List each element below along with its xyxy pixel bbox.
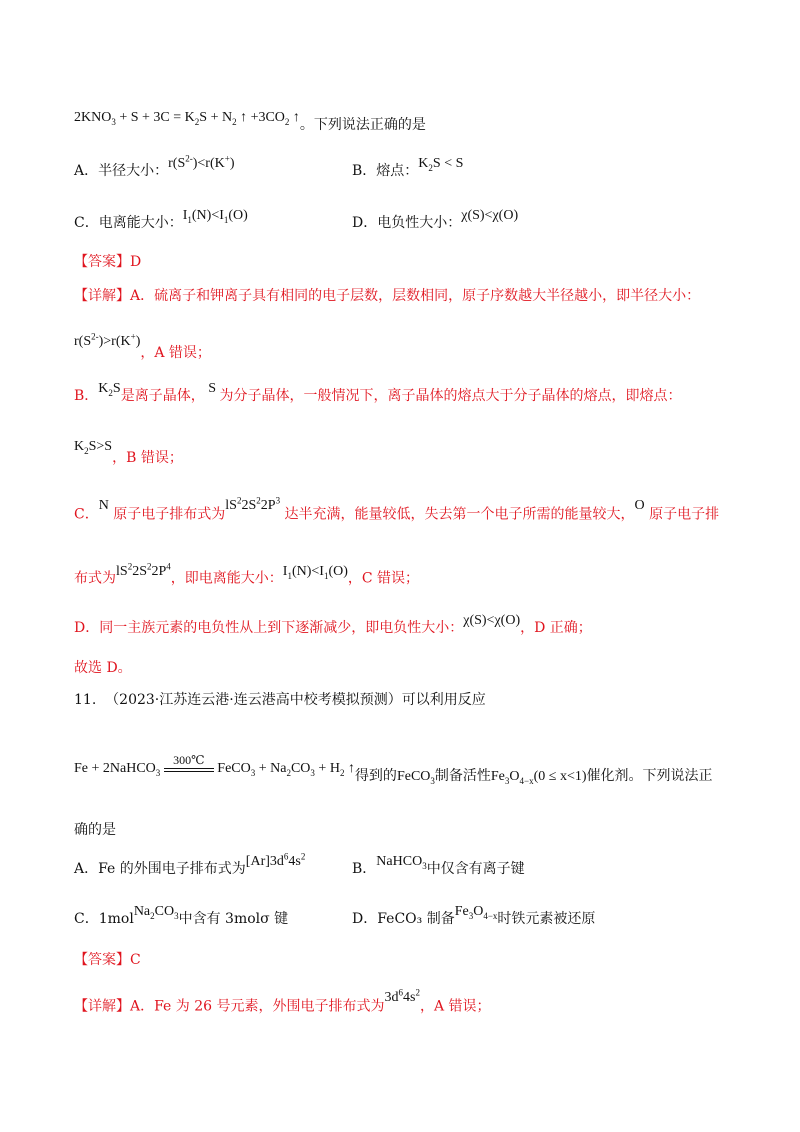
option-d: D．电负性大小：χ(S)<χ(O) xyxy=(352,208,519,231)
q11-answer-value: C xyxy=(130,952,141,968)
detail-a-result: $r(S^{2-})>r(K^+)$，A 错误； xyxy=(74,331,211,361)
q11-stem-end: 确的是 xyxy=(74,822,116,838)
detail-c-line: C．N 原子电子排布式为$lS^22S^22P^3$ 达半充满，能量较低，失去第一个电子所需的能量较大，O 原子电子排 xyxy=(74,495,720,523)
reaction-equation: $2KNO_3 + S + 3C = K_2S + N_2$ ↑ $+3CO_2$ ↑ xyxy=(74,110,300,127)
detail-c-line-2: 布式为$lS^22S^22P^4$，即电离能大小：$I_1(N)<I_1(O)$，C 错误； xyxy=(74,561,420,587)
question-stem-end: 。下列说法正确的是 xyxy=(299,117,426,133)
answer-line: 【答案】D xyxy=(74,254,142,270)
q11-detail-a-line: 【详解】A．Fe 为 26 号元素，外围电子排布式为$3d^64s^2$，A 错误； xyxy=(74,987,491,1015)
reaction-equation-line xyxy=(74,107,426,132)
detail-b-result: $K_2S>S$，B 错误； xyxy=(74,439,183,466)
q11-answer-line: 【答案】C xyxy=(74,952,141,968)
q11-option-a: A．Fe 的外围电子排布式为$[Ar]3d^64s^2$ xyxy=(74,851,306,877)
q11-reaction-line: Fe + 2NaHCO$_3$ 300℃ FeCO$_3$ + $Na_2CO_3 + H_2$ ↑得到的FeCO$_3$制备活性$Fe_3O_{4-x}(0 \le x<1)$催化剂。下列说法正 xyxy=(74,752,713,786)
detail-b-line: B．$K_2S$是离子晶体， S 为分子晶体，一般情况下，离子晶体的熔点大于分子晶体的熔点，即熔点： xyxy=(74,381,682,404)
option-b: B．熔点：$K_2S < S$ xyxy=(352,156,464,179)
detail-d-line: D．同一主族元素的电负性从上到下逐渐减少，即电负性大小：χ(S)<χ(O)，D 正确； xyxy=(74,613,592,636)
q11-stem-line: 11. （2023·江苏连云港·连云港高中校考模拟预测）可以利用反应 xyxy=(74,692,486,708)
option-c: C．电离能大小：$I_1(N)<I_1(O)$ xyxy=(74,208,248,231)
q11-option-b: B．NaHCO$_3$中仅含有离子键 xyxy=(352,854,525,877)
conclusion-line: 故选 D。 xyxy=(74,660,132,676)
reaction-equation-2: Fe + 2NaHCO$_3$ 300℃ FeCO$_3$ + $Na_2CO_3 + H_2$ ↑ xyxy=(74,752,355,778)
answer-value: D xyxy=(130,254,142,270)
detail-a-line: 【详解】A．硫离子和钾离子具有相同的电子层数，层数相同，原子序数越大半径越小，即半径大小： xyxy=(74,288,701,304)
option-a: A．半径大小：$r(S^{2-})<r(K^+)$ xyxy=(74,153,235,179)
question-number: 11. xyxy=(74,692,97,708)
q11-option-d: D．FeCO₃ 制备$Fe_3O_{4-x}$时铁元素被还原 xyxy=(352,904,596,927)
q11-option-c: C．$1molNa_2CO_3$中含有 3molσ 键 xyxy=(74,904,289,927)
